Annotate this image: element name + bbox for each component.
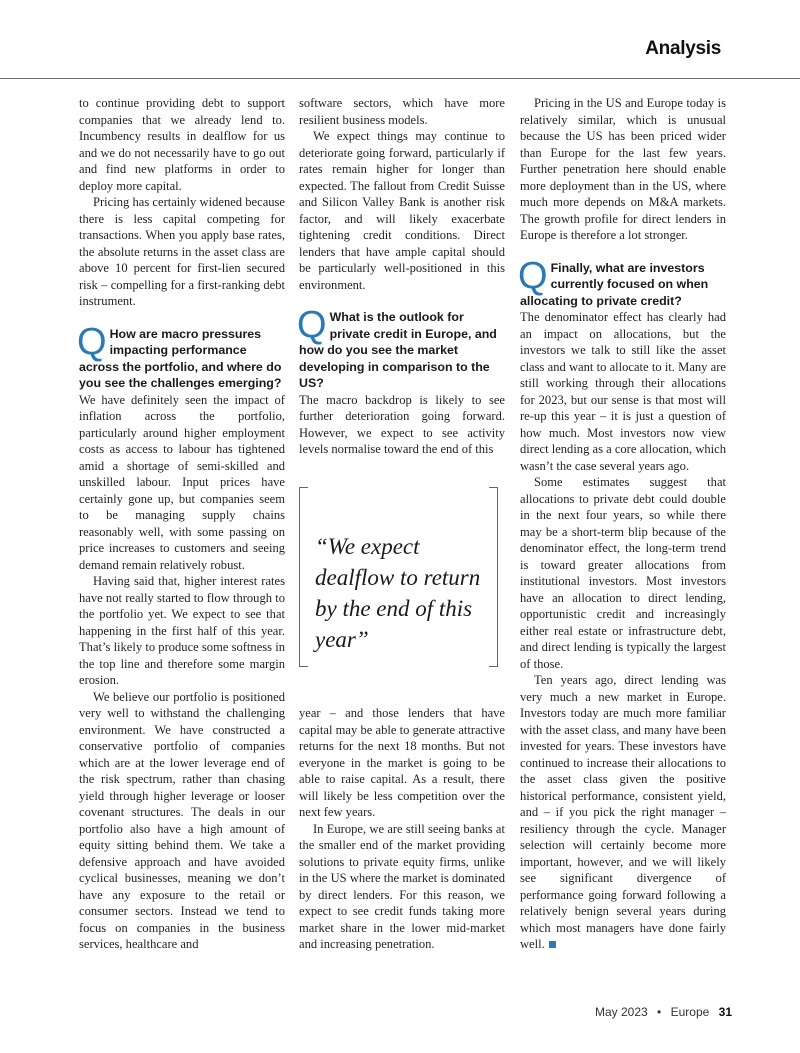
paragraph: Pricing has certainly widened because there is less capital competing for transactions. When you apply base rates, the absolute returns in the asset class are above 10 percent for first-lien secured risk – compelling for a first-ranking debt instrument.: [79, 195, 285, 308]
question-text: Finally, what are investors currently focused on when allocating to private credit?: [520, 260, 709, 308]
column-2-continued: [299, 705, 505, 953]
paragraph: We believe our portfolio is positioned very well to withstand the challenging environment. We have constructed a conservative portfolio of companies which are at the lower leverage end of the risk spectrum, rather than chasing yield through higher leverage or looser covenant structures. The deals in our portfolio also have a high amount of equity sitting behind them. We take a defensive approach and have avoided cyclical businesses, meaning we don’t have any exposure to the retail or consumer sectors. Instead we tend to focus on companies in the business services, healthcare and: [79, 689, 285, 951]
footer-date: May 2023: [595, 1005, 648, 1019]
paragraph: The denominator effect has clearly had an impact on allocations, but the investors we talk to still like the asset class and want to allocate to it. Many are still working through their allocations for 2023, but our sense is that most will re-up this year – it is just a question of how much. Most investors now view direct lending as a core allocation, which wasn’t the case several years ago.: [520, 310, 726, 473]
paragraph: In Europe, we are still seeing banks at the smaller end of the market providing solutions to private equity firms, unlike in the US where the market is dominated by direct lenders. For this reason, we expect to see credit funds taking more market share in the lower mid-market and increasing penetration.: [299, 821, 505, 951]
question-heading: [77, 320, 285, 392]
pull-quote-text: “We expect dealflow to return by the end of this year”: [315, 534, 481, 652]
paragraph: We have definitely seen the impact of inflation across the portfolio, particularly around higher employment costs as access to labour has tightened amid a shortage of semi-skilled and unskilled labour. Input prices have certainly gone up, but companies seem to be managing supply chains reasonably well, with some passing on price increases to customers and seeing demand remain relatively robust.: [79, 392, 285, 572]
section-title: Analysis: [645, 38, 721, 59]
paragraph: We expect things may continue to deteriorate going forward, particularly if rates remain higher for longer than expected. The fallout from Credit Suisse and Silicon Valley Bank is another risk factor, and will likely exacerbate tightening credit conditions. Direct lenders that have ample capital should be particularly well-positioned in this environment.: [299, 129, 505, 292]
q-glyph: Q: [77, 320, 107, 363]
question-heading: [297, 304, 505, 392]
pull-quote: [299, 487, 498, 667]
q-glyph: Q: [518, 254, 548, 297]
paragraph: software sectors, which have more resilient business models.: [299, 96, 505, 127]
paragraph: Pricing in the US and Europe today is relatively similar, which is unusual because the US has been priced wider than Europe for the last few years. Further penetration here should enable more deployment than in the US, where much more depends on M&A markets. The growth profile for direct lenders in Europe is therefore a lot stronger.: [520, 96, 726, 242]
column-3: [520, 95, 726, 953]
page-footer: [595, 1005, 732, 1019]
q-glyph: Q: [297, 304, 327, 346]
bracket-left: [299, 487, 308, 667]
question-text: What is the outlook for private credit in Europe, and how do you see the market developing in comparison to the US?: [299, 310, 497, 390]
question-text: How are macro pressures impacting performance across the portfolio, and where do you see the challenges emerging?: [79, 326, 282, 390]
column-2: [299, 95, 505, 458]
paragraph: Having said that, higher interest rates have not really started to flow through to the portfolio yet. We expect to see that happening in the first half of this year. That’s likely to produce some softness in the top line and therefore some margin erosion.: [79, 574, 285, 687]
paragraph-text: Ten years ago, direct lending was very much a new market in Europe. Investors today are much more familiar with the asset class, and many have been invested for years. These investors have continued to increase their allocations to the asset class given the positive historical performance, consistent yield, and – if you pick the right manager – resiliency through the cycle. Manager selection will certainly become more important, however, and we will likely see significant divergence of performance going forward following a relatively benign several years during which most managers have done fairly well.: [520, 673, 726, 951]
paragraph: to continue providing debt to support companies that we already lend to. Incumbency results in dealflow for us and we do not necessarily have to go out and find new platforms in order to deploy more capital.: [79, 96, 285, 193]
footer-publication: Europe: [670, 1005, 710, 1019]
question-heading: [518, 254, 726, 310]
header-rule: [0, 78, 800, 79]
paragraph: year – and those lenders that have capital may be able to generate attractive returns for the next 18 months. But not everyone in the market is going to be able to raise capital. As a result, there will likely be less competition over the next few years.: [299, 706, 505, 819]
paragraph: The macro backdrop is likely to see further deterioration going forward. However, we expect to see activity levels normalise toward the end of this: [299, 392, 505, 456]
column-1: [79, 95, 285, 953]
paragraph: [520, 672, 726, 953]
paragraph: Some estimates suggest that allocations to private debt could double in the next four years, so while there may be a short-term blip because of the denominator effect, the long-term trend is toward greater allocations from institutional investors. Most investors have an allocation to direct lending, opportunistic credit and increasingly either real estate or infrastructure debt, and direct lending is typically the largest of those.: [520, 475, 726, 671]
page-number: 31: [718, 1005, 732, 1019]
footer-bullet: •: [657, 1005, 662, 1019]
end-mark-icon: [549, 941, 556, 948]
